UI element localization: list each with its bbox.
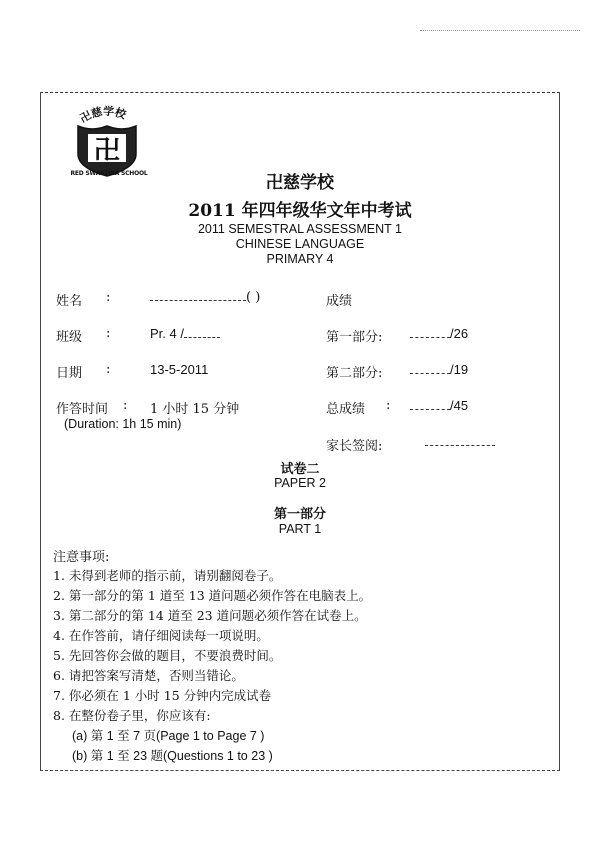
paper-title-cn: 试卷二 xyxy=(280,462,320,477)
part-title-en: PART 1 xyxy=(278,522,322,536)
instruction-subitem: (b) 第 1 至 23 题(Questions 1 to 23 ) xyxy=(72,749,273,763)
instruction-item: 1. 未得到老师的指示前，请别翻阅卷子。 xyxy=(53,568,282,583)
instruction-item: 8. 在整份卷子里，你应该有: xyxy=(53,708,211,723)
class-number-paren: ( ) xyxy=(246,290,261,305)
name-colon: : xyxy=(106,290,111,305)
class-colon: : xyxy=(106,326,111,341)
parent-signature-label: 家长签阅: xyxy=(326,439,383,454)
part2-label: 第二部分: xyxy=(326,366,383,381)
total-blank[interactable] xyxy=(410,399,450,410)
name-blank[interactable] xyxy=(150,290,246,301)
class-blank[interactable] xyxy=(184,327,220,338)
part-title-cn: 第一部分 xyxy=(273,507,326,522)
total-label: 总成绩 xyxy=(326,402,366,417)
duration-en: (Duration: 1h 15 min) xyxy=(64,417,182,431)
date-label: 日期 xyxy=(56,366,83,381)
date-value: 13-5-2011 xyxy=(150,362,209,377)
name-field[interactable] xyxy=(150,290,260,305)
part2-blank[interactable] xyxy=(410,363,450,374)
scan-artifact-line xyxy=(420,30,580,31)
paper-title-en: PAPER 2 xyxy=(274,476,326,490)
total-colon: : xyxy=(386,398,391,413)
instruction-item: 3. 第二部分的第 14 道至 23 道问题必须作答在试卷上。 xyxy=(53,608,367,623)
parent-signature-field[interactable] xyxy=(425,435,495,450)
class-value: Pr. 4 / xyxy=(150,326,184,341)
instruction-item: 5. 先回答你会做的题目，不要浪费时间。 xyxy=(53,648,282,663)
score-label: 成绩 xyxy=(326,294,353,309)
logo-caption: RED SWASTIKA SCHOOL xyxy=(70,170,148,177)
exam-title-en-2: CHINESE LANGUAGE xyxy=(235,237,365,251)
svg-text:卍慈学校: 卍慈学校 xyxy=(77,104,128,126)
part1-blank[interactable] xyxy=(410,327,450,338)
class-field[interactable] xyxy=(150,326,220,341)
date-colon: : xyxy=(106,362,111,377)
total-total: /45 xyxy=(450,398,469,413)
name-label: 姓名 xyxy=(56,294,83,309)
part1-label: 第一部分: xyxy=(326,330,383,345)
exam-title-en-1: 2011 SEMESTRAL ASSESSMENT 1 xyxy=(197,222,403,236)
svg-text:卍: 卍 xyxy=(93,136,121,166)
time-value: 1 小时 15 分钟 xyxy=(150,402,240,417)
instruction-item: 4. 在作答前，请仔细阅读每一项说明。 xyxy=(53,628,269,643)
parent-signature-blank[interactable] xyxy=(425,435,495,446)
class-label: 班级 xyxy=(56,330,83,345)
instruction-item: 6. 请把答案写清楚，否则当错论。 xyxy=(53,668,244,683)
instruction-subitem: (a) 第 1 至 7 页(Page 1 to Page 7 ) xyxy=(72,729,265,743)
instruction-item: 2. 第一部分的第 1 道至 13 道问题必须作答在电脑表上。 xyxy=(53,588,372,603)
exam-title-cn: 2011 年四年级华文年中考试 xyxy=(188,201,412,221)
time-colon: : xyxy=(123,398,128,413)
time-label: 作答时间 xyxy=(56,402,109,417)
part2-total: /19 xyxy=(450,362,469,377)
school-name: 卍慈学校 xyxy=(266,173,334,193)
part2-score[interactable] xyxy=(410,362,468,377)
instruction-item: 7. 你必须在 1 小时 15 分钟内完成试卷 xyxy=(53,688,272,703)
part1-total: /26 xyxy=(450,326,469,341)
total-score[interactable] xyxy=(410,398,468,413)
exam-title-en-3: PRIMARY 4 xyxy=(266,252,334,266)
instructions-title: 注意事项: xyxy=(53,550,110,565)
part1-score[interactable] xyxy=(410,326,468,341)
